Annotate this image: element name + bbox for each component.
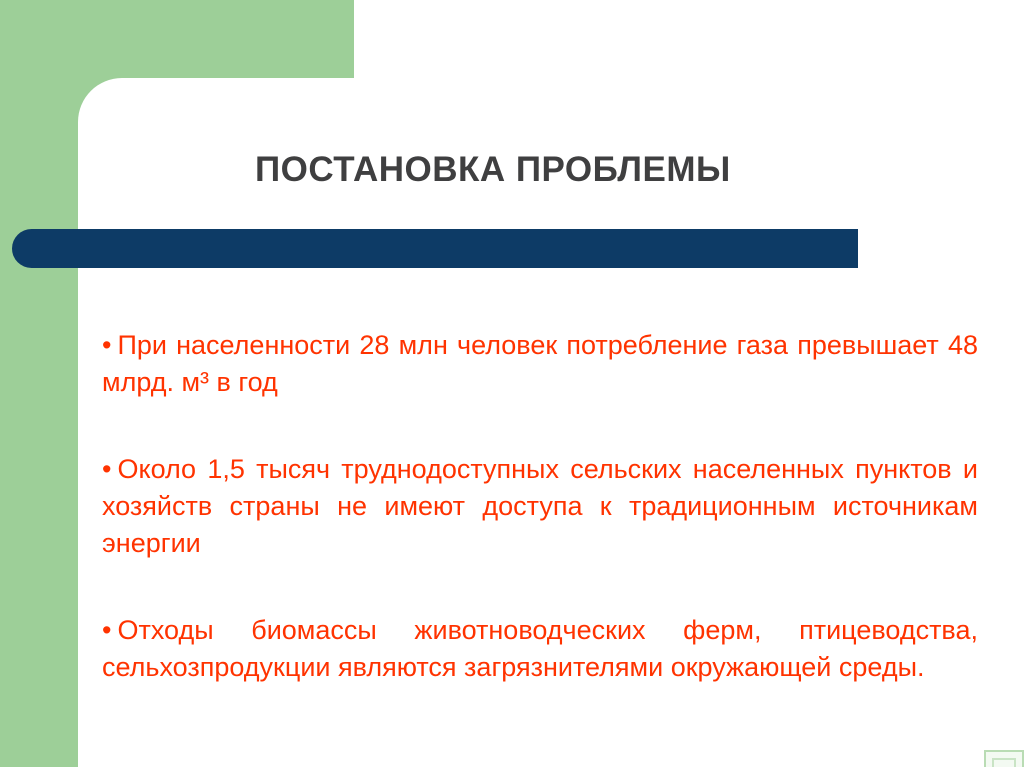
bullet-text: Отходы биомассы животноводческих ферм, птицеводства, сельхозпродукции являются загрязнителями окружающей среды. — [102, 615, 978, 682]
bullet-marker: • — [102, 454, 112, 484]
bullet-marker: • — [102, 615, 112, 645]
bullet-marker: • — [102, 330, 112, 360]
bullet-item — [102, 612, 978, 686]
title-underline-bar — [12, 229, 858, 268]
slide-title: ПОСТАНОВКА ПРОБЛЕМЫ — [255, 150, 731, 189]
bullet-text: При населенности 28 млн человек потребление газа превышает 48 млрд. м³ в год — [102, 330, 978, 397]
bullet-list — [102, 327, 978, 686]
bullet-text: Около 1,5 тысяч труднодоступных сельских населенных пунктов и хозяйств страны не имеют доступа к традиционным источникам энергии — [102, 454, 978, 558]
bullet-item — [102, 451, 978, 562]
top-white-area — [354, 0, 1024, 78]
bullet-item — [102, 327, 978, 401]
slide-navigation-icon[interactable] — [984, 750, 1024, 767]
